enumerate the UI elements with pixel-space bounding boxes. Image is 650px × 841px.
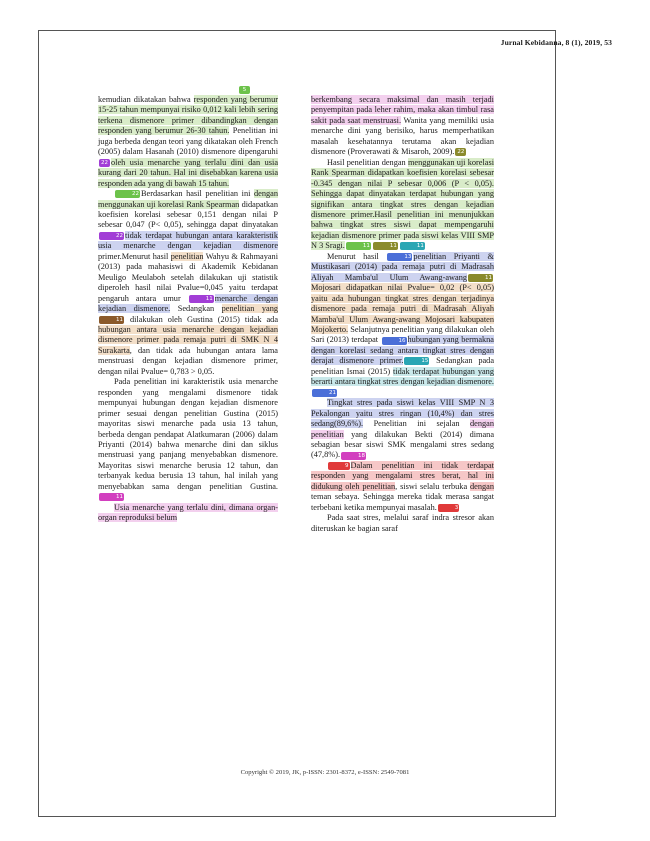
text-span: Wanita yang memiliki usia menarche dini yang berisiko, harus memperhatikan masalah kesehatannya terutama akan kejadian dismenore (Proverawati & Misaroh, 2009). (311, 115, 494, 157)
annotation-badge[interactable]: 11 (373, 242, 398, 250)
highlight-teal: tidak terdapat hubungan yang berarti antara tingkat stres dengan kejadian dismenore. (311, 366, 494, 387)
highlight-orange: Mojosari didapatkan nilai Pvalue= 0,02 (P< 0,05) yaitu ada hubungan tingkat stres dengan terjadinya dismenore pada remaja putri di Madrasah Aliyah Mamba'ul Ulum Awang-awang Mojosari kabupaten Mojokerto. (311, 283, 494, 334)
annotation-badge[interactable]: 21 (312, 389, 337, 397)
annotation-badge[interactable]: 15 (404, 357, 429, 365)
annotation-badge[interactable]: 11 (99, 316, 124, 324)
highlight-orange: hubungan antara usia menarche dengan kejadian dismenore primer pada remaja putri di SMK N 4 Surakarta (98, 324, 278, 355)
paragraph (98, 95, 278, 189)
highlight-green: responden yang berumur 15-25 tahun mempunyai risiko 0,012 kali lebih sering terkena dismenore primer dibandingkan dengan responden yang berumur 26-30 tahun. (98, 95, 278, 136)
paragraph (311, 513, 494, 534)
annotation-badge[interactable]: 9 (328, 462, 350, 470)
annotation-badge[interactable]: 11 (346, 242, 371, 250)
paragraph (311, 95, 494, 158)
highlight-orange: penelitian yang (221, 304, 278, 314)
text-span: Selanjutnya penelitian yang dilakukan oleh Sari (2013) terdapat (311, 324, 494, 345)
text-span: Sedangkan pada penelitian Ismai (2015) (311, 356, 495, 376)
text-span: , dan tidak ada hubungan antara lama menstruasi dengan kejadian dismenore primer, dengan nilai Pvalue= 0,783 > 0,05. (98, 345, 278, 376)
paragraph (98, 189, 278, 377)
highlight-blue: menarche dengan kejadian dismenore. (98, 293, 279, 314)
text-span: Wahyu & Rahmayani (2013) pada mahasiswi di Akademik Kebidanan Meuligo Meulaboh setelah dilakukan uji statistik diperoleh hasil nilai Pvalue=0,045 yaitu terdapat pengaruh antara umur (98, 251, 279, 303)
highlight-blue: Tingkat stres pada siswi kelas VIII SMP N 3 Pekalongan yaitu stres ringan (10,4%) dan stres sedang(89,6%). (311, 398, 494, 429)
text-span: Menurut hasil (327, 251, 387, 261)
annotation-badge[interactable]: 11 (468, 274, 493, 282)
paragraph (98, 377, 278, 502)
text-span: , siswi selalu terbuka (395, 481, 471, 491)
text-span: kemudian dikatakan bahwa (98, 95, 194, 104)
annotation-badge[interactable]: 3 (438, 504, 460, 512)
paragraph (311, 158, 494, 252)
text-span: Pada penelitian ini karakteristik usia menarche responden yang mengalami dismenore tidak mempunyai hubungan dengan kejadian dismenore primer sesuai dengan penelitian Gustina (2015) mayoritas siswi menarche pada usia 13 tahun, berbeda dengan pendapat Alatkumaran (2006) dalam Priyanti (2014) bahwa menarche dini dan siklus menstruasi yang panjang menyebabkan dismenore. Mayoritas siswi menarche berusia 12 tahun, dan terbanyak kedua berusia 13 tahun, hal inilah yang menyebabkan sama dengan penelitian Gustina. (98, 377, 278, 491)
highlight-pink: dengan penelitian (311, 419, 494, 439)
text-span: Sedangkan (170, 304, 222, 314)
text-span: primer.Menurut hasil (98, 251, 171, 261)
annotation-badge[interactable]: 11 (400, 242, 425, 250)
annotation-badge[interactable]: 16 (382, 337, 407, 345)
highlight-blue: penelitian Priyanti & Mustikasari (2014) pada remaja putri di Madrasah Aliyah Mamba'ul Ulum Awang-awang (311, 251, 494, 282)
annotation-badge[interactable]: 5 (239, 86, 250, 94)
paragraph (98, 503, 278, 524)
annotation-badge[interactable]: 11 (99, 493, 124, 501)
text-span: didapatkan koefisien korelasi sebesar 0,151 dengan nilai P sebesar 0,047 (P< 0,05), sehingga dapat dinyatakan (98, 199, 278, 230)
annotation-badge[interactable]: 22 (115, 190, 140, 198)
annotation-badge[interactable]: 22 (99, 232, 124, 240)
annotation-badge[interactable]: 13 (387, 253, 412, 261)
annotation-badge[interactable]: 18 (341, 452, 366, 460)
highlight-orange: penelitian (170, 251, 204, 261)
text-span: dilakukan oleh Gustina (2015) tidak ada (125, 314, 278, 324)
highlight-pink: berkembang secara maksimal dan masih terjadi penyempitan pada leher rahim, maka akan timbul rasa sakit pada saat menstruasi. (311, 95, 494, 125)
paragraph (311, 461, 494, 513)
paragraph (311, 398, 494, 461)
text-span: Hasil penelitian dengan (327, 157, 408, 167)
annotation-badge[interactable]: 22 (101, 159, 108, 166)
paragraph (311, 252, 494, 398)
highlight-red: dengan (470, 481, 494, 491)
highlight-green: menggunakan uji korelasi Rank Spearman didapatkan koefisien korelasi sebesar -0.345 dengan nilai P sebesar 0,006 (P < 0,05). Sehingga dapat dinyatakan terdapat hubungan yang signifikan antara tingkat stres dengan kejadian dismenore primer.Hasil penelitian ini menunjukkan bahwa tingkat stres siswi dapat mempengaruhi kejadian dismenore primer pada siswi kelas VIII SMP N 3 Sragi. (311, 157, 494, 251)
highlight-red: Dalam penelitian ini tidak terdapat responden yang mengalami stres berat, hal ini didukung oleh penelitian (311, 460, 494, 491)
left-column (98, 95, 278, 524)
text-span: Penelitian ini sejalan (363, 419, 471, 429)
highlight-green: dengan menggunakan uji korelasi Rank Spearman (98, 189, 278, 209)
annotation-badge[interactable]: 11 (189, 295, 214, 303)
text-span: Pada saat stres, melalui saraf indra stresor akan diteruskan ke bagian saraf (311, 513, 494, 533)
text-span: Penelitian ini juga berbeda dengan teori yang dikatakan oleh French (2005) dalam Hasanah (2010) dismenore dipengaruhi (98, 126, 278, 157)
copyright-footer: Copyright © 2019, JK, p-ISSN: 2301-8372, e-ISSN: 2549-7081 (240, 769, 410, 776)
highlight-pink: Usia menarche yang terlalu dini, dimana organ-organ reproduksi belum (98, 502, 278, 523)
text-span: teman sebaya. Sehingga mereka tidak merasa sangat terbebani ketika mempunyai masalah. (311, 492, 494, 512)
right-column (311, 95, 494, 534)
highlight-blue: hubungan yang bermakna dengan korelasi sedang antara tingkat stres dengan derajat dismenore primer. (311, 335, 494, 366)
highlight-green: oleh usia menarche yang terlalu dini dan usia kurang dari 20 tahun. Hal ini disebabkan karena usia responden ada yang di bawah 15 tahun. (98, 157, 278, 188)
text-span: yang dilakukan Bekti (2014) dimana sebagian besar siswi SMK mengalami stres sedang (47,8%). (311, 429, 494, 460)
text-span: Berdasarkan hasil penelitian ini (141, 189, 255, 199)
highlight-blue: tidak terdapat hubungan antara karakteristik usia menarche dengan kejadian dismenore (98, 230, 278, 251)
annotation-badge[interactable]: 22 (457, 149, 465, 156)
journal-header: Jurnal Kebidanna, 8 (1), 2019, 53 (500, 38, 612, 47)
